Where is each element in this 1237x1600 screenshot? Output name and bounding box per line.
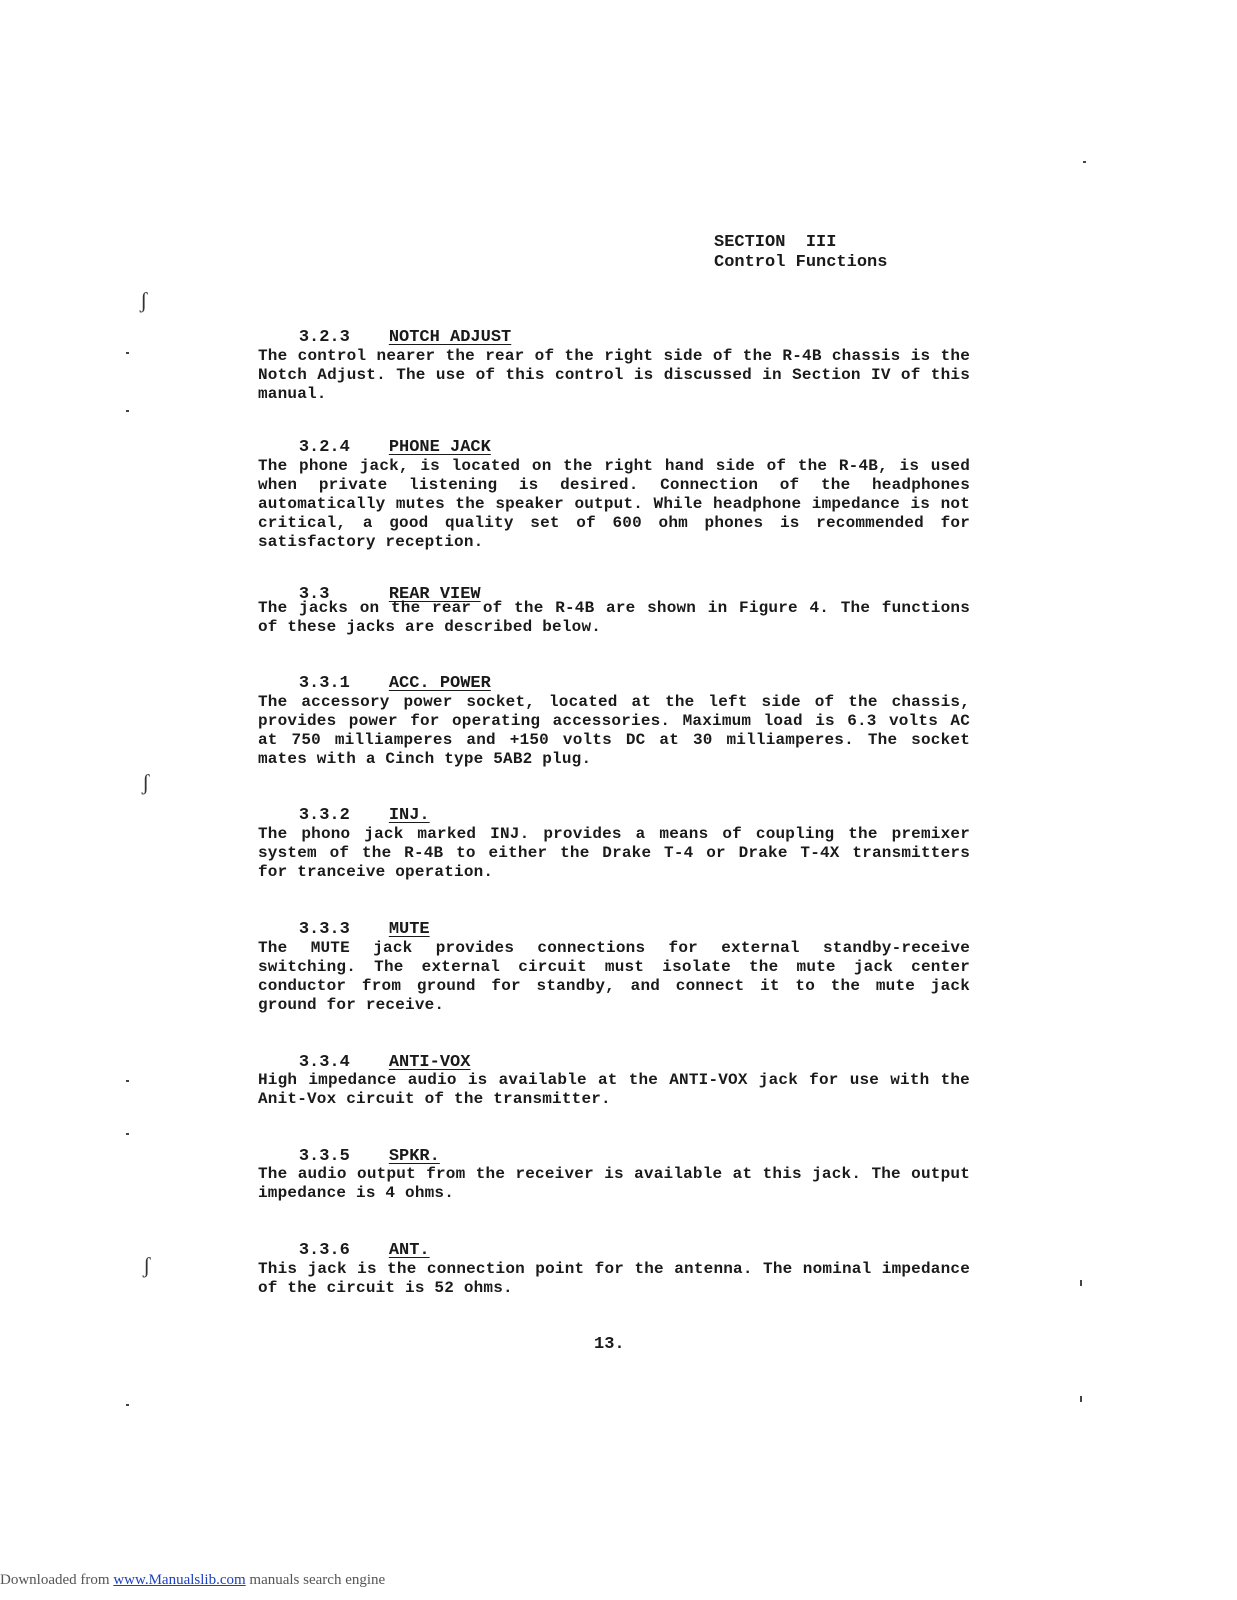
section-header (714, 233, 887, 273)
section-title: ACC. POWER (388, 674, 491, 693)
binder-mark: ʃ (140, 288, 148, 313)
scan-speck (126, 1080, 129, 1082)
section-body-3-3-5: The audio output from the receiver is available at this jack. The output impedance is 4 ohms. (258, 1165, 970, 1202)
footer-suffix: manuals search engine (245, 1572, 386, 1588)
section-subtitle: Control Functions (714, 253, 888, 272)
section-label: SECTION III (714, 233, 837, 252)
section-body-3-3-4: High impedance audio is available at the ANTI-VOX jack for use with the Anit-Vox circuit of the transmitter. (258, 1071, 970, 1108)
section-number: 3.2.4 (298, 438, 350, 457)
section-body-3-3-6: This jack is the connection point for the antenna. The nominal impedance of the circuit is 52 ohms. (258, 1260, 970, 1297)
section-number: 3.3.5 (298, 1147, 350, 1166)
section-title: PHONE JACK (388, 438, 491, 457)
section-body-3-3: The jacks on the rear of the R-4B are shown in Figure 4. The functions of these jacks are described below. (258, 599, 970, 636)
section-title: REAR VIEW (388, 585, 481, 604)
section-title: INJ. (388, 806, 430, 825)
section-number: 3.3.2 (298, 806, 350, 825)
binder-mark: ʃ (143, 1253, 151, 1278)
page-number: 13. (594, 1335, 625, 1354)
section-body-3-2-3: The control nearer the rear of the right side of the R-4B chassis is the Notch Adjust. The use of this control is discussed in Section IV of this manual. (258, 347, 970, 403)
section-number: 3.3.3 (298, 920, 350, 939)
section-number: 3.3.6 (298, 1241, 350, 1260)
section-number: 3.3.4 (298, 1053, 350, 1072)
binder-mark: ʃ (142, 770, 150, 795)
section-body-3-3-2: The phono jack marked INJ. provides a means of coupling the premixer system of the R-4B to either the Drake T-4 or Drake T-4X transmitters for tranceive operation. (258, 825, 970, 881)
manualslib-link[interactable]: www.Manualslib.com (113, 1572, 246, 1588)
scan-speck (126, 352, 129, 354)
footer-prefix: Downloaded from (0, 1572, 114, 1588)
section-number: 3.2.3 (298, 328, 350, 347)
section-number: 3.3.1 (298, 674, 350, 693)
section-number: 3.3 (298, 585, 330, 604)
section-body-3-3-1: The accessory power socket, located at the left side of the chassis, provides power for operating accessories. Maximum load is 6.3 volts AC at 750 milliamperes and +150 volts DC at 30 milliamperes. The socket mates with a Cinch type 5AB2 plug. (258, 693, 970, 768)
section-title: MUTE (388, 920, 430, 939)
section-title: ANT. (388, 1241, 430, 1260)
scan-speck (1080, 1396, 1082, 1402)
section-body-3-2-4: The phone jack, is located on the right hand side of the R-4B, is used when private listening is desired. Connection of the headphones automatically mutes the speaker output. While headphone impedance is not critical, a good quality set of 600 ohm phones is recommended for satisfactory reception. (258, 457, 970, 551)
scan-speck (126, 410, 129, 412)
section-title: ANTI-VOX (388, 1053, 471, 1072)
scan-speck (126, 1133, 129, 1135)
section-body-3-3-3: The MUTE jack provides connections for external standby-receive switching. The external circuit must isolate the mute jack center conductor from ground for standby, and connect it to the mute jack ground for receive. (258, 939, 970, 1014)
scan-speck (126, 1404, 129, 1406)
download-footer (0, 1572, 385, 1589)
section-title: NOTCH ADJUST (388, 328, 512, 347)
scan-speck (1083, 161, 1086, 163)
scan-speck (1080, 1280, 1082, 1286)
section-title: SPKR. (388, 1147, 440, 1166)
